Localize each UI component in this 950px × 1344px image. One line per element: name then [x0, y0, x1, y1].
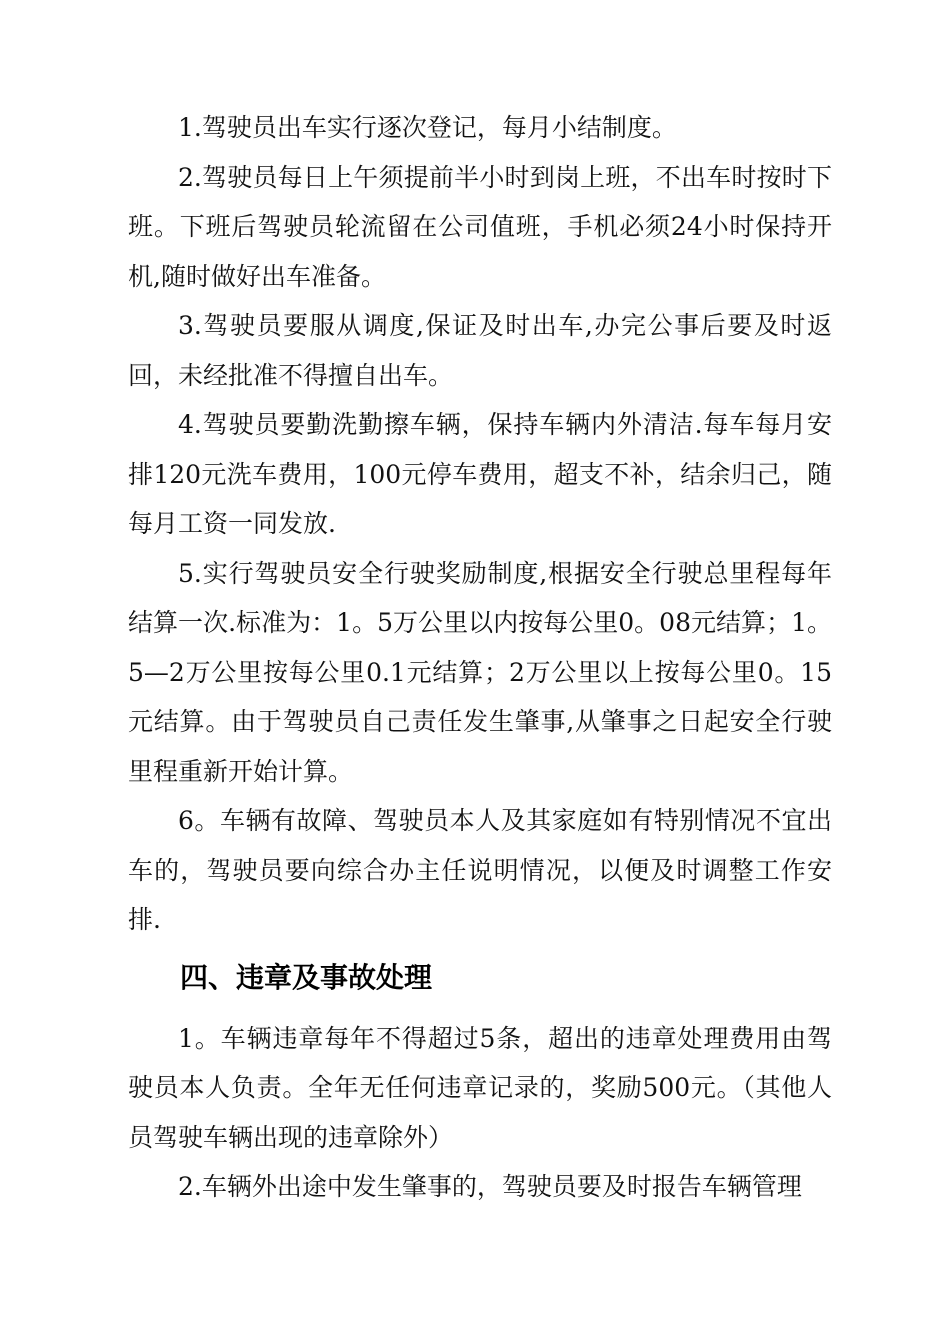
- document-body: [128, 103, 832, 1212]
- rule-paragraph-5: 5.实行驾驶员安全行驶奖励制度,根据安全行驶总里程每年结算一次.标准为：1。5万公里以内按每公里0。08元结算；1。5—2万公里按每公里0.1元结算；2万公里以上按每公里0。15元结算。由于驾驶员自己责任发生肇事,从肇事之日起安全行驶里程重新开始计算。: [128, 558, 832, 786]
- section-heading: 四、违章及事故处理: [180, 960, 433, 994]
- rule-paragraph-4: 4.驾驶员要勤洗勤擦车辆，保持车辆内外清洁.每车每月安排120元洗车费用，100元停车费用，超支不补，结余归己，随每月工资一同发放.: [128, 410, 832, 538]
- rule-paragraph-6: 6。车辆有故障、驾驶员本人及其家庭如有特别情况不宜出车的，驾驶员要向综合办主任说明情况，以便及时调整工作安排.: [128, 806, 832, 934]
- violation-paragraph-2: 2.车辆外出途中发生肇事的，驾驶员要及时报告车辆管理: [178, 1172, 802, 1201]
- rule-paragraph-2: 2.驾驶员每日上午须提前半小时到岗上班，不出车时按时下班。下班后驾驶员轮流留在公司值班，手机必须24小时保持开机,随时做好出车准备。: [128, 162, 832, 291]
- violation-paragraph-1: 1。车辆违章每年不得超过5条，超出的违章处理费用由驾驶员本人负责。全年无任何违章记录的，奖励500元。（其他人员驾驶车辆出现的违章除外）: [128, 1023, 832, 1152]
- rule-paragraph-1: 1.驾驶员出车实行逐次登记，每月小结制度。: [178, 113, 677, 142]
- rule-paragraph-3: 3.驾驶员要服从调度,保证及时出车,办完公事后要及时返回，未经批准不得擅自出车。: [128, 311, 832, 390]
